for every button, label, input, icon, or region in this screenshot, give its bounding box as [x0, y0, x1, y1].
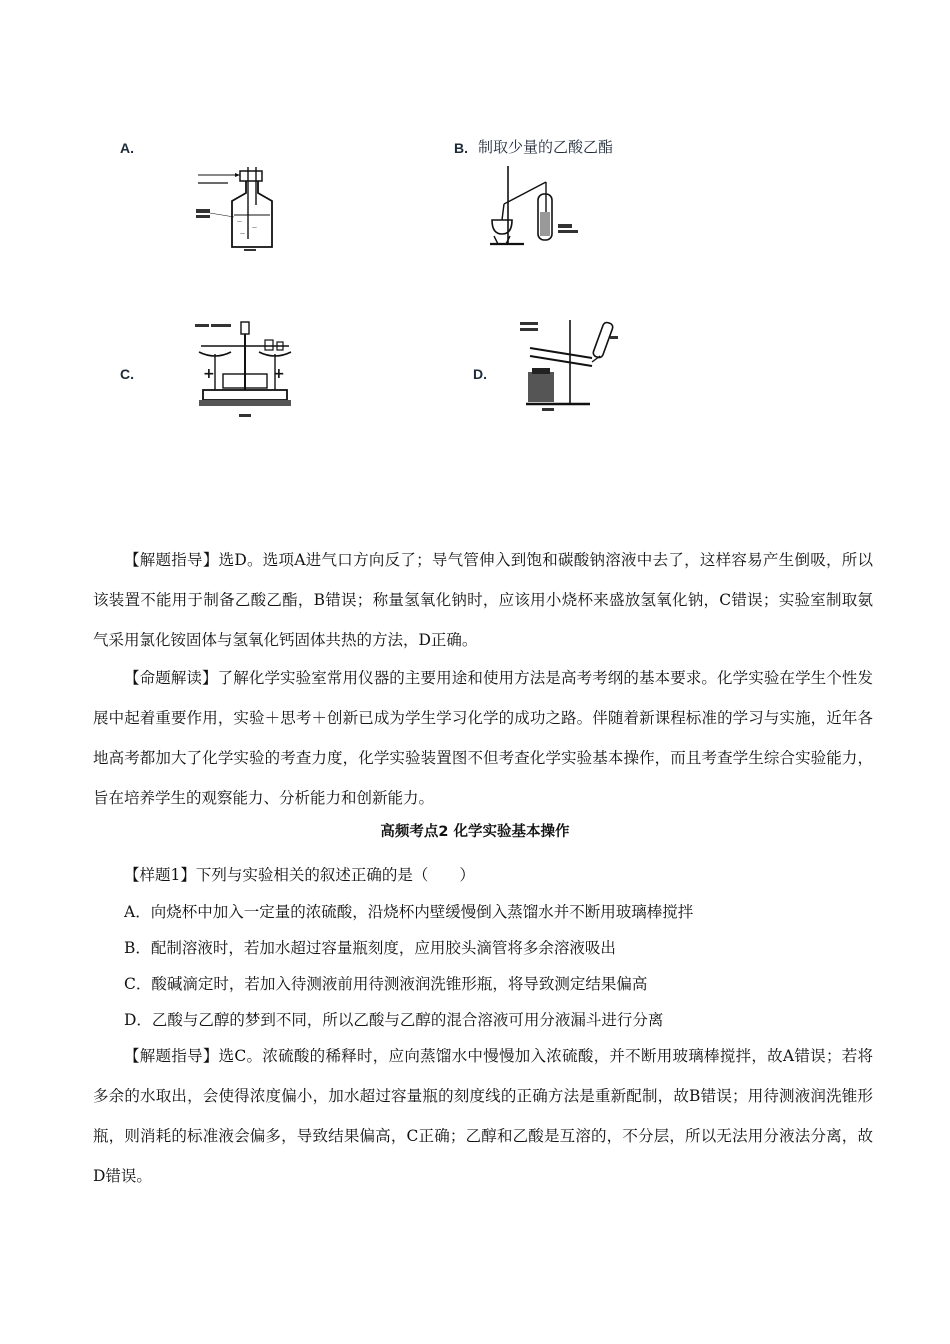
- svg-text:—: —: [240, 231, 245, 237]
- option-a: A．向烧杯中加入一定量的浓硫酸，沿烧杯内壁缓慢倒入蒸馏水并不断用玻璃棒搅拌: [124, 903, 694, 921]
- analysis-paragraph-1: 【解题指导】选D。选项A进气口方向反了；导气管伸入到饱和碳酸钠溶液中去了，这样容易产生倒吸，所以该装置不能用于制备乙酸乙酯，B错误；称量氢氧化钠时，应该用小烧杯来盛放氢氧化钠，C错误；实验室制取氨气采用氯化铵固体与氢氧化钙固体共热的方法，D正确。: [93, 551, 873, 649]
- svg-text:+: +: [203, 366, 215, 382]
- figure-c-label: C.: [120, 366, 134, 382]
- gas-washing-bottle-diagram: [190, 165, 290, 251]
- analysis-paragraph-2: 【解题指导】选C。浓硫酸的稀释时，应向蒸馏水中慢慢加入浓硫酸，并不断用玻璃棒搅拌，故A错误；若将多余的水取出，会使得浓度偏小，加水超过容量瓶的刻度线的正确方法是重新配制，故B错误；用待测液润洗锥形瓶，则消耗的标准液会偏多，导致结果偏高，C正确；乙醇和乙酸是互溶的，不分层，所以无法用分液法分离，故D错误。: [93, 1047, 873, 1185]
- figure-b-caption: 制取少量的乙酸乙酯: [478, 138, 614, 156]
- option-c: C．酸碱滴定时，若加入待测液前用待测液润洗锥形瓶，将导致测定结果偏高: [124, 975, 648, 993]
- svg-text:—: —: [252, 225, 257, 231]
- figure-a-label: A.: [120, 140, 134, 156]
- option-b: B．配制溶液时，若加水超过容量瓶刻度，应用胶头滴管将多余溶液吸出: [124, 939, 616, 957]
- sample-question: 【样题1】下列与实验相关的叙述正确的是（ ）: [124, 866, 475, 884]
- ammonia-preparation-diagram: [520, 316, 620, 416]
- interpretation-paragraph: 【命题解读】了解化学实验室常用仪器的主要用途和使用方法是高考考纲的基本要求。化学实验在学生个性发展中起着重要作用，实验＋思考＋创新已成为学生学习化学的成功之路。伴随着新课程标准的学习与实施，近年各地高考都加大了化学实验的考查力度，化学实验装置图不但考查化学实验基本操作，而且考查学生综合实验能力，旨在培养学生的观察能力、分析能力和创新能力。: [93, 669, 873, 807]
- figure-b-label: B.: [454, 140, 468, 156]
- ester-preparation-diagram: [480, 164, 590, 250]
- figure-d-label: D.: [473, 366, 487, 382]
- section-heading: 高频考点2 化学实验基本操作: [380, 824, 570, 840]
- svg-text:—: —: [237, 219, 242, 225]
- balance-weighing-diagram: [195, 318, 295, 422]
- svg-text:+: +: [273, 366, 285, 382]
- option-d: D．乙酸与乙醇的梦到不同，所以乙酸与乙醇的混合溶液可用分液漏斗进行分离: [124, 1011, 664, 1029]
